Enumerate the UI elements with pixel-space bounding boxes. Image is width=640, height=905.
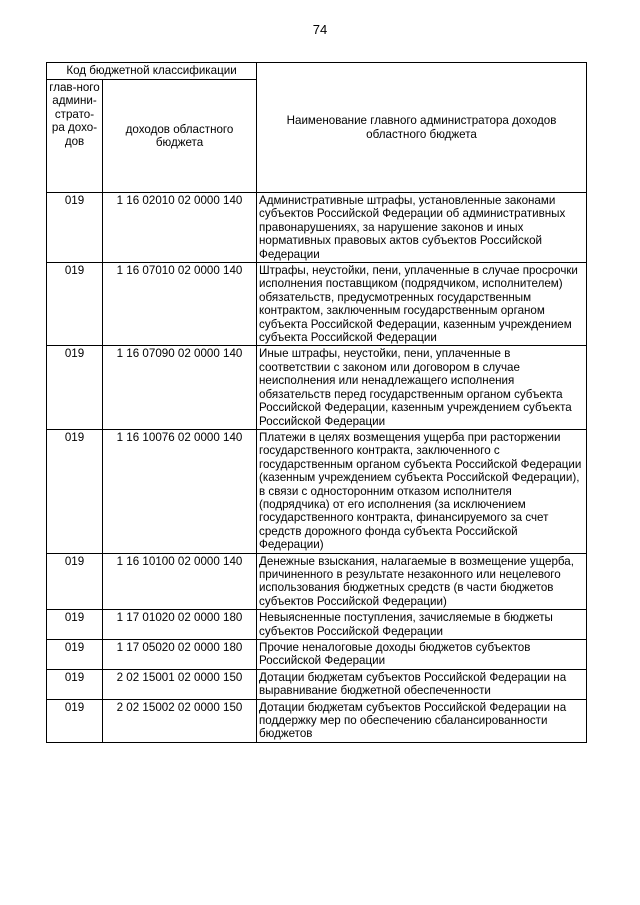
revenue-code-cell: 1 17 05020 02 0000 180 <box>103 640 257 670</box>
admin-code-cell: 019 <box>47 263 103 346</box>
revenue-name-cell: Дотации бюджетам субъектов Российской Федерации на поддержку мер по обеспечению сбалансированности бюджетов <box>257 699 587 742</box>
table-row <box>47 346 587 429</box>
admin-code-cell: 019 <box>47 669 103 699</box>
admin-code-cell: 019 <box>47 346 103 429</box>
admin-code-cell: 019 <box>47 429 103 553</box>
table-header <box>47 63 587 193</box>
revenue-code-cell: 2 02 15002 02 0000 150 <box>103 699 257 742</box>
table-row <box>47 699 587 742</box>
table-row <box>47 640 587 670</box>
revenue-name-cell: Административные штрафы, установленные законами субъектов Российской Федерации об административных правонарушениях, за нарушение законов и иных нормативных правовых актов субъектов Российской Федерации <box>257 193 587 263</box>
table-row <box>47 193 587 263</box>
table-row <box>47 610 587 640</box>
revenue-code-cell: 1 16 07010 02 0000 140 <box>103 263 257 346</box>
revenue-code-cell: 1 16 10100 02 0000 140 <box>103 553 257 610</box>
table-row <box>47 429 587 553</box>
revenue-name-cell: Платежи в целях возмещения ущерба при расторжении государственного контракта, заключенного с государственным органом субъекта Российской Федерации (казенным учреждением субъекта Российской Федерации), в связи с односторонним отказом исполнителя (подрядчика) от его исполнения (за исключением государственного контракта, финансируемого за счет средств дорожного фонда субъекта Российской Федерации) <box>257 429 587 553</box>
revenue-name-cell: Невыясненные поступления, зачисляемые в бюджеты субъектов Российской Федерации <box>257 610 587 640</box>
table-row <box>47 669 587 699</box>
revenue-code-cell: 1 16 02010 02 0000 140 <box>103 193 257 263</box>
admin-code-cell: 019 <box>47 193 103 263</box>
table-row <box>47 263 587 346</box>
revenue-name-cell: Дотации бюджетам субъектов Российской Федерации на выравнивание бюджетной обеспеченности <box>257 669 587 699</box>
revenue-code-cell: 2 02 15001 02 0000 150 <box>103 669 257 699</box>
revenue-name-cell: Прочие неналоговые доходы бюджетов субъектов Российской Федерации <box>257 640 587 670</box>
revenue-code-cell: 1 16 07090 02 0000 140 <box>103 346 257 429</box>
revenue-code-cell: 1 17 01020 02 0000 180 <box>103 610 257 640</box>
chief-administrator-header: глав-ного админи-страто-ра дохо-дов <box>47 80 103 193</box>
table-row <box>47 553 587 610</box>
admin-code-cell: 019 <box>47 699 103 742</box>
administrator-name-header: Наименование главного администратора доходов областного бюджета <box>257 63 587 193</box>
budget-classification-table <box>46 62 587 743</box>
revenue-name-cell: Иные штрафы, неустойки, пени, уплаченные в соответствии с законом или договором в случае неисполнения или ненадлежащего исполнения обязательств перед государственным органом субъекта Российской Федерации, казенным учреждением субъекта Российской Федерации <box>257 346 587 429</box>
page-number: 74 <box>312 22 328 37</box>
admin-code-cell: 019 <box>47 610 103 640</box>
revenue-code-cell: 1 16 10076 02 0000 140 <box>103 429 257 553</box>
table-body <box>47 193 587 743</box>
admin-code-cell: 019 <box>47 640 103 670</box>
revenue-name-cell: Штрафы, неустойки, пени, уплаченные в случае просрочки исполнения поставщиком (подрядчиком, исполнителем) обязательств, предусмотренных государственным контрактом, заключенным государственным органом субъекта Российской Федерации, казенным учреждением субъекта Российской Федерации <box>257 263 587 346</box>
admin-code-cell: 019 <box>47 553 103 610</box>
regional-budget-revenues-header: доходов областного бюджета <box>103 80 257 193</box>
budget-classification-code-header: Код бюджетной классификации <box>47 63 257 80</box>
revenue-name-cell: Денежные взыскания, налагаемые в возмещение ущерба, причиненного в результате незаконного или нецелевого использования бюджетных средств (в части бюджетов субъектов Российской Федерации) <box>257 553 587 610</box>
